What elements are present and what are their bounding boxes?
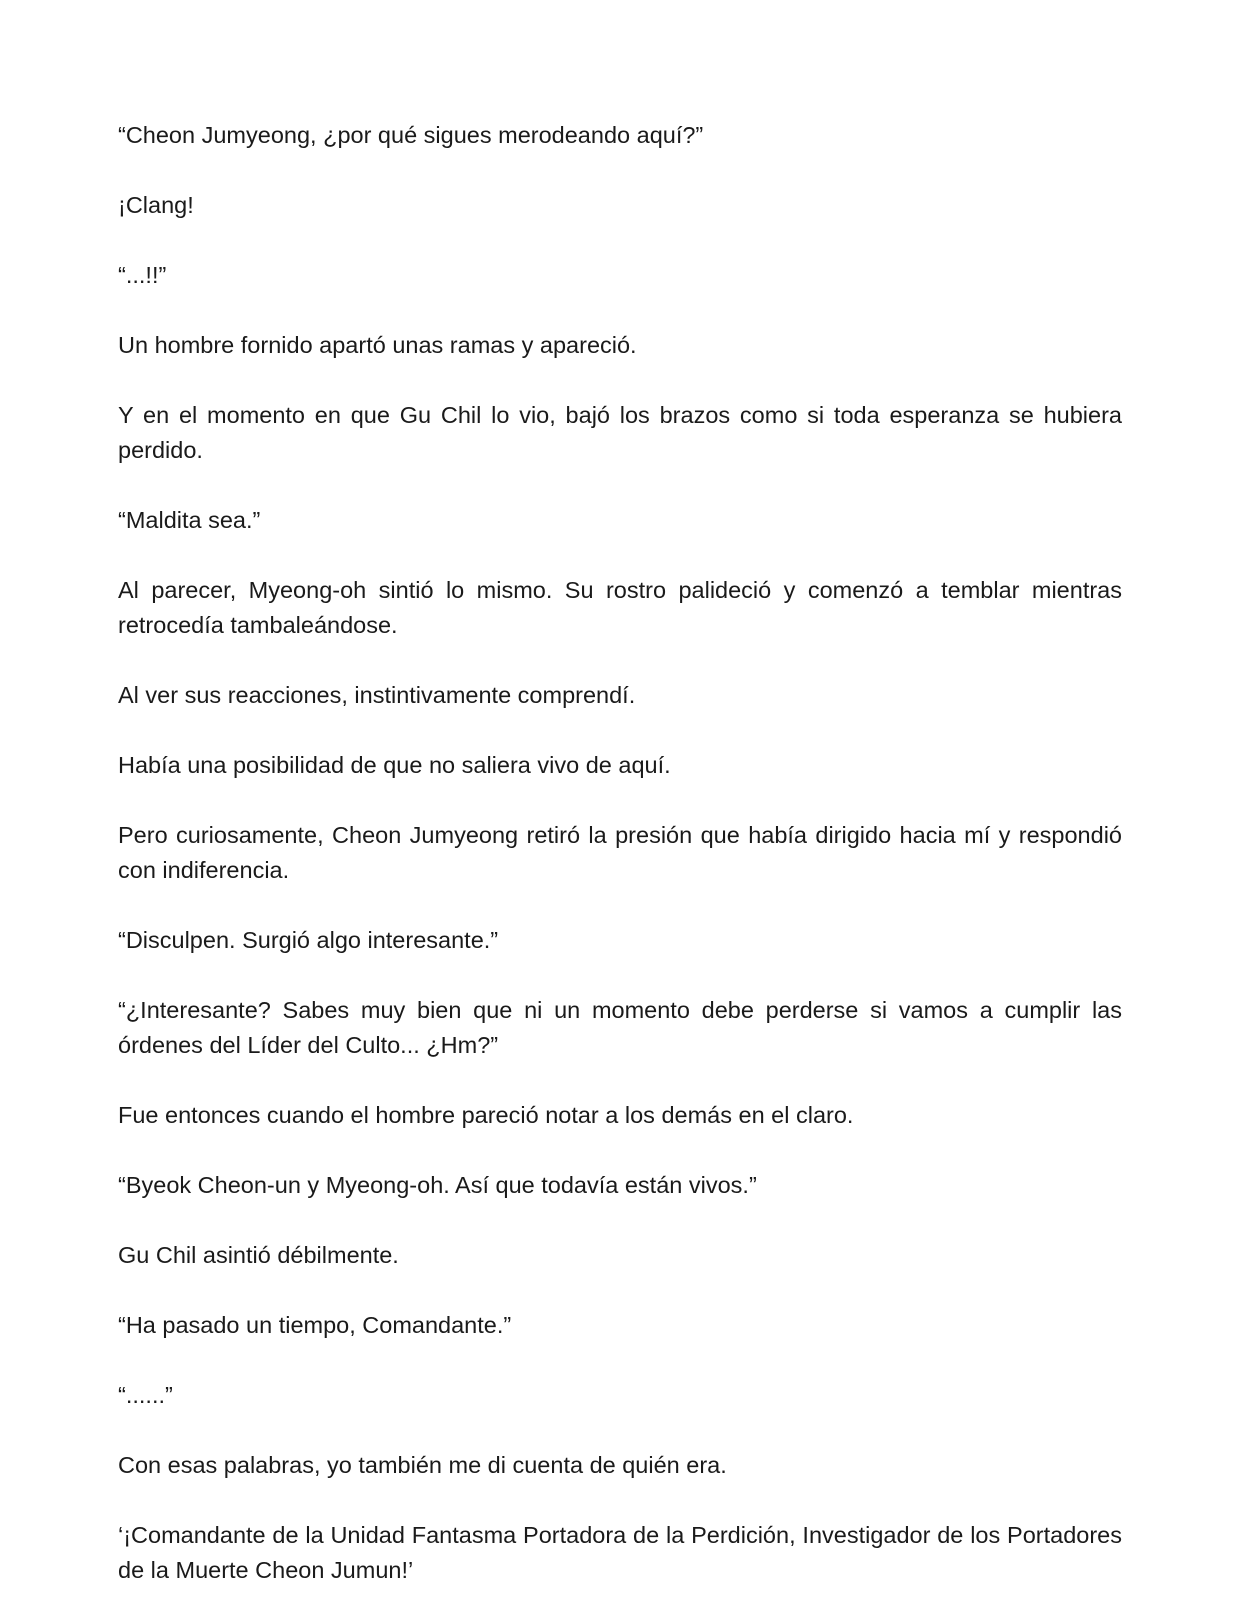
paragraph: “......” [118, 1382, 173, 1408]
paragraph: “¿Interesante? Sabes muy bien que ni un momento debe perderse si vamos a cumplir las órdenes del Líder del Culto... ¿Hm?” [118, 997, 1122, 1058]
paragraph: ¡Clang! [118, 192, 194, 218]
paragraph: “Ha pasado un tiempo, Comandante.” [118, 1312, 512, 1338]
paragraph: Y en el momento en que Gu Chil lo vio, bajó los brazos como si toda esperanza se hubiera perdido. [118, 402, 1122, 463]
paragraph: Con esas palabras, yo también me di cuenta de quién era. [118, 1452, 727, 1478]
paragraph: Gu Chil asintió débilmente. [118, 1242, 399, 1268]
document-body [118, 118, 1122, 1623]
paragraph: Al parecer, Myeong-oh sintió lo mismo. Su rostro palideció y comenzó a temblar mientras retrocedía tambaleándose. [118, 577, 1122, 638]
paragraph: Pero curiosamente, Cheon Jumyeong retiró la presión que había dirigido hacia mí y respondió con indiferencia. [118, 822, 1122, 883]
paragraph: ‘¡Comandante de la Unidad Fantasma Portadora de la Perdición, Investigador de los Portadores de la Muerte Cheon Jumun!’ [118, 1522, 1122, 1583]
paragraph: “Maldita sea.” [118, 507, 261, 533]
paragraph: “...!!” [118, 262, 167, 288]
paragraph: Fue entonces cuando el hombre pareció notar a los demás en el claro. [118, 1102, 854, 1128]
paragraph: “Byeok Cheon-un y Myeong-oh. Así que todavía están vivos.” [118, 1172, 757, 1198]
paragraph: Al ver sus reacciones, instintivamente comprendí. [118, 682, 636, 708]
paragraph: “Cheon Jumyeong, ¿por qué sigues merodeando aquí?” [118, 122, 704, 148]
paragraph: “Disculpen. Surgió algo interesante.” [118, 927, 499, 953]
paragraph: Un hombre fornido apartó unas ramas y apareció. [118, 332, 637, 358]
paragraph: Había una posibilidad de que no saliera vivo de aquí. [118, 752, 671, 778]
